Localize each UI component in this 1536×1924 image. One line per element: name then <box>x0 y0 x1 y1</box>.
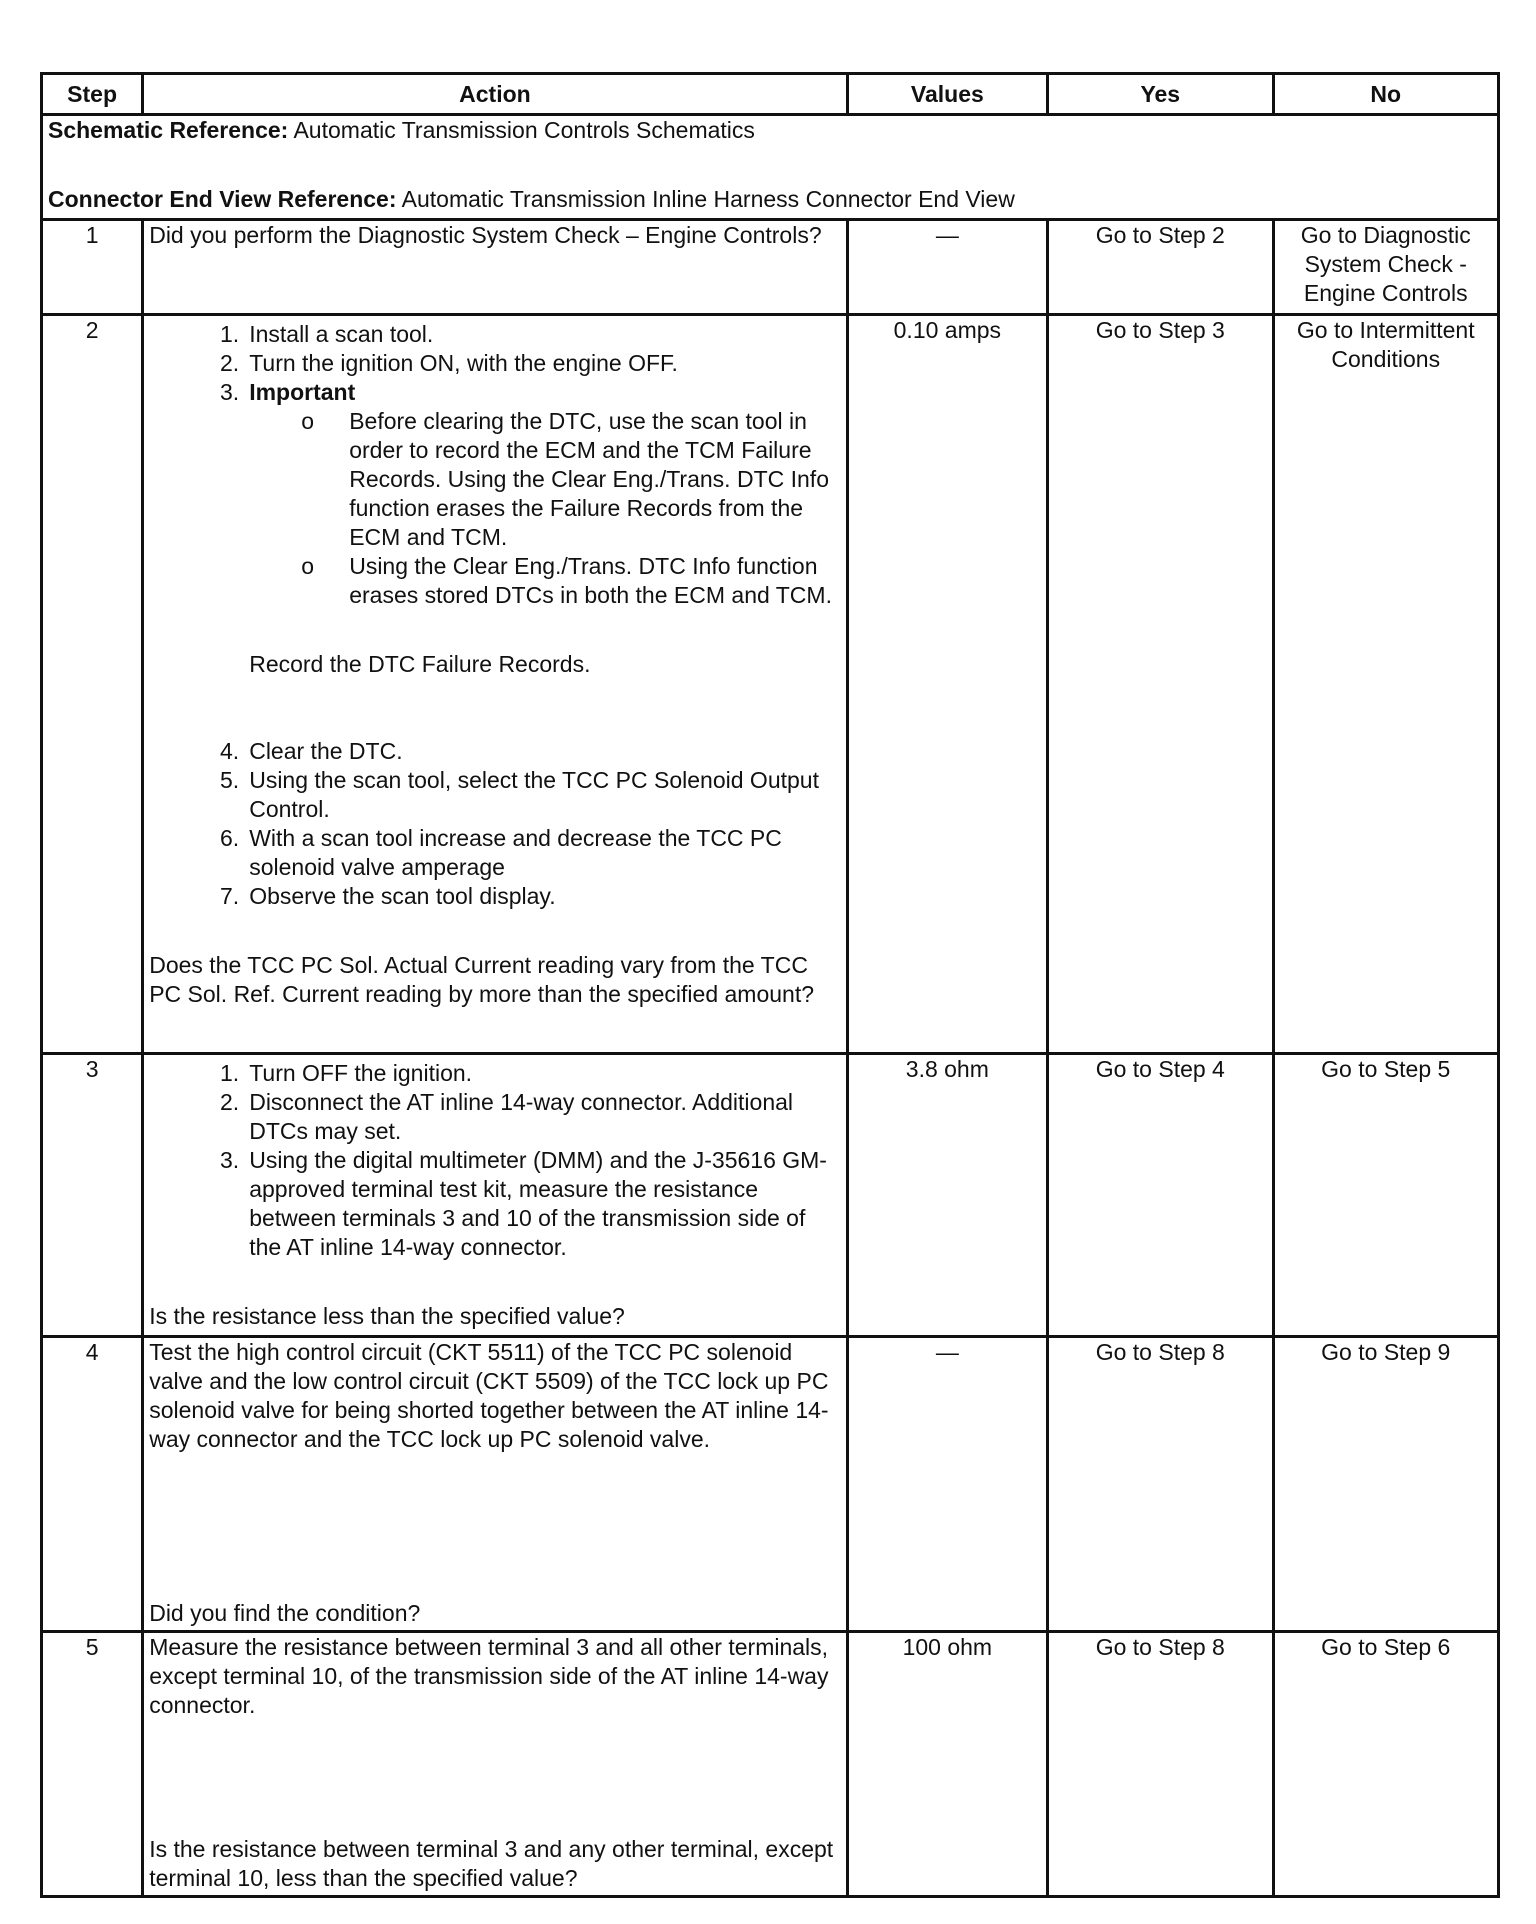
value-cell: 3.8 ohm <box>847 1054 1047 1337</box>
schematic-reference: Schematic Reference: Automatic Transmission Controls Schematics <box>48 117 755 143</box>
list-item: 7. Observe the scan tool display. <box>220 883 556 909</box>
reference-row <box>42 115 1499 220</box>
action-text: Test the high control circuit (CKT 5511) of the TCC PC solenoid valve and the low control circuit (CKT 5509) of the TCC lock up PC solenoid valve for being shorted together between the AT inline 14-way connector and the TCC lock up PC solenoid valve. <box>149 1339 829 1452</box>
question-text: Does the TCC PC Sol. Actual Current reading vary from the TCC PC Sol. Ref. Current reading by more than the specified amount? <box>149 952 815 1007</box>
question-text: Is the resistance less than the specified value? <box>149 1303 625 1329</box>
list-item: 4. Clear the DTC. <box>220 738 403 764</box>
yes-cell: Go to Step 2 <box>1048 220 1273 315</box>
connector-reference: Connector End View Reference: Automatic Transmission Inline Harness Connector End View <box>48 186 1015 212</box>
yes-cell: Go to Step 4 <box>1048 1054 1273 1337</box>
table-row <box>42 220 1499 315</box>
no-cell: Go to Step 6 <box>1273 1632 1499 1897</box>
list-item: o Before clearing the DTC, use the scan tool in order to record the ECM and the TCM Failure Records. Using the Clear Eng./Trans. DTC Info function erases the Failure Records from the ECM and TCM. <box>301 408 829 550</box>
record-instruction: Record the DTC Failure Records. <box>249 651 591 677</box>
step-number: 1 <box>42 220 143 315</box>
table-row <box>42 1337 1499 1632</box>
table-row <box>42 1632 1499 1897</box>
list-item: o Using the Clear Eng./Trans. DTC Info function erases stored DTCs in both the ECM and TCM. <box>301 553 832 608</box>
header-values: Values <box>847 74 1047 115</box>
yes-cell: Go to Step 3 <box>1048 315 1273 1054</box>
question-text: Is the resistance between terminal 3 and any other terminal, except terminal 10, less than the specified value? <box>149 1836 834 1891</box>
question-text: Did you find the condition? <box>149 1600 421 1626</box>
header-row <box>42 74 1499 115</box>
table-row <box>42 1054 1499 1337</box>
action-cell <box>143 1337 847 1632</box>
step-number: 4 <box>42 1337 143 1632</box>
action-text: Did you perform the Diagnostic System Check – Engine Controls? <box>143 220 847 315</box>
yes-cell: Go to Step 8 <box>1048 1632 1273 1897</box>
action-cell <box>143 315 847 1054</box>
diagnostic-table <box>40 72 1500 1898</box>
list-item: 3. Using the digital multimeter (DMM) and the J-35616 GM-approved terminal test kit, measure the resistance between terminals 3 and 10 of the transmission side of the AT inline 14-way connector. <box>220 1147 827 1260</box>
step-list <box>149 737 840 911</box>
step-list <box>149 1059 840 1262</box>
action-text: Measure the resistance between terminal 3 and all other terminals, except terminal 10, of the transmission side of the AT inline 14-way connector. <box>149 1634 829 1718</box>
no-cell: Go to Intermittent Conditions <box>1273 315 1499 1054</box>
reference-cell <box>42 115 1499 220</box>
important-notes <box>149 407 840 610</box>
list-item: 3. Important <box>220 379 356 405</box>
header-yes: Yes <box>1048 74 1273 115</box>
no-cell: Go to Step 5 <box>1273 1054 1499 1337</box>
step-number: 2 <box>42 315 143 1054</box>
value-cell: — <box>847 1337 1047 1632</box>
list-item: 2. Disconnect the AT inline 14-way connector. Additional DTCs may set. <box>220 1089 794 1144</box>
list-item: 1. Install a scan tool. <box>220 321 434 347</box>
step-list <box>149 320 840 407</box>
value-cell: 100 ohm <box>847 1632 1047 1897</box>
no-cell: Go to Step 9 <box>1273 1337 1499 1632</box>
no-cell: Go to Diagnostic System Check - Engine Controls <box>1273 220 1499 315</box>
step-number: 3 <box>42 1054 143 1337</box>
value-cell: 0.10 amps <box>847 315 1047 1054</box>
list-item: 6. With a scan tool increase and decrease the TCC PC solenoid valve amperage <box>220 825 782 880</box>
list-item: 1. Turn OFF the ignition. <box>220 1060 473 1086</box>
header-action: Action <box>143 74 847 115</box>
action-cell <box>143 1054 847 1337</box>
table-row <box>42 315 1499 1054</box>
action-cell <box>143 1632 847 1897</box>
yes-cell: Go to Step 8 <box>1048 1337 1273 1632</box>
header-no: No <box>1273 74 1499 115</box>
step-number: 5 <box>42 1632 143 1897</box>
value-cell: — <box>847 220 1047 315</box>
list-item: 5. Using the scan tool, select the TCC PC Solenoid Output Control. <box>220 767 819 822</box>
list-item: 2. Turn the ignition ON, with the engine OFF. <box>220 350 678 376</box>
header-step: Step <box>42 74 143 115</box>
